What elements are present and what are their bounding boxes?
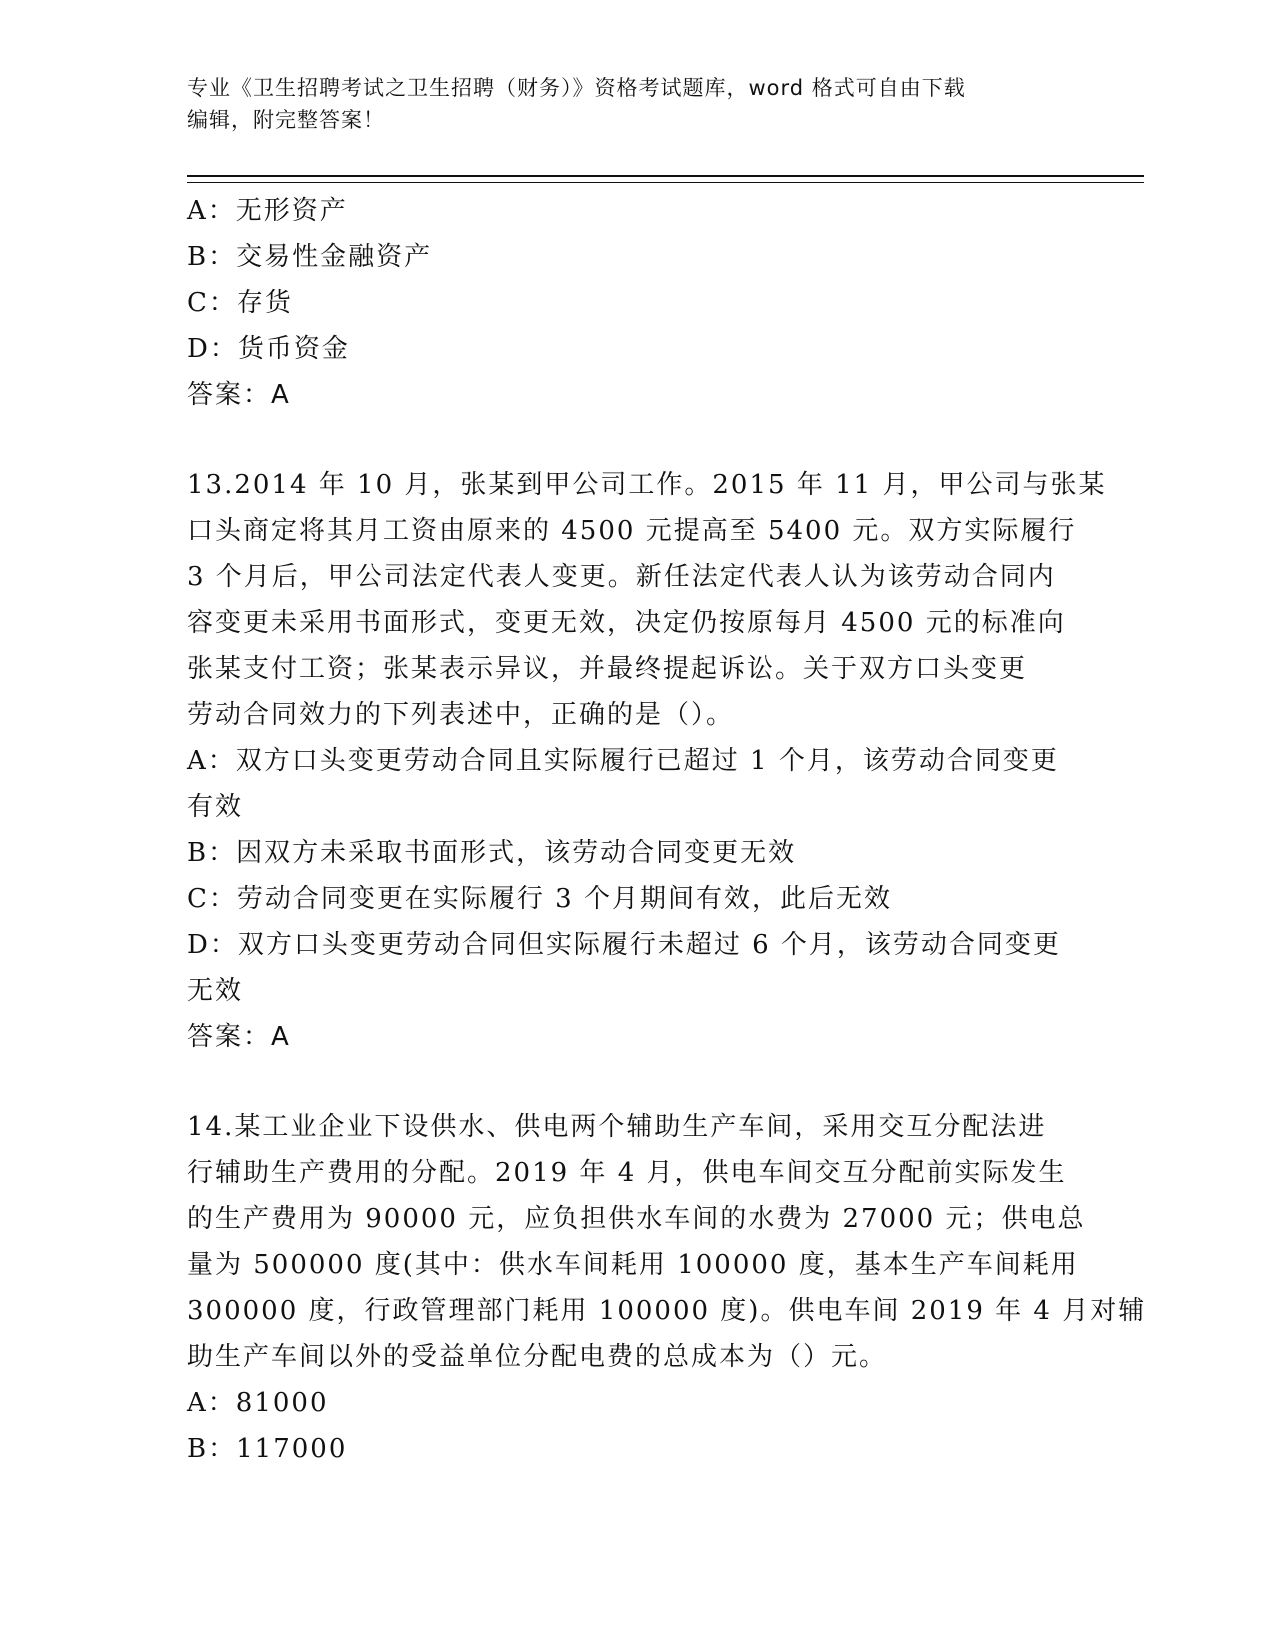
question-content xyxy=(187,188,1147,1472)
question-stem-line: 量为 500000 度(其中：供水车间耗用 100000 度，基本生产车间耗用 xyxy=(187,1250,1079,1280)
header-divider-thick xyxy=(187,175,1144,177)
question-stem-line: 的生产费用为 90000 元，应负担供水车间的水费为 27000 元；供电总 xyxy=(187,1204,1086,1234)
option-d: D：双方口头变更劳动合同但实际履行未超过 6 个月，该劳动合同变更 xyxy=(187,930,1061,960)
question-13-block xyxy=(187,462,1107,1060)
question-12-block xyxy=(187,188,1077,418)
option-c: C：存货 xyxy=(187,288,293,318)
question-stem-line: 14.某工业企业下设供水、供电两个辅助生产车间，采用交互分配法进 xyxy=(187,1112,1047,1142)
option-a: A：双方口头变更劳动合同且实际履行已超过 1 个月，该劳动合同变更 xyxy=(187,746,1059,776)
question-stem-line: 张某支付工资；张某表示异议，并最终提起诉讼。关于双方口头变更 xyxy=(187,654,1028,684)
option-d: D：货币资金 xyxy=(187,334,350,364)
answer-line: 答案：A xyxy=(187,380,291,410)
header-line-2: 编辑，附完整答案！ xyxy=(187,108,385,132)
question-stem-line: 容变更未采用书面形式，变更无效，决定仍按原每月 4500 元的标准向 xyxy=(187,608,1066,638)
option-b: B：因双方未采取书面形式，该劳动合同变更无效 xyxy=(187,838,797,868)
header-divider-thin xyxy=(187,182,1144,183)
question-stem-line: 300000 度，行政管理部门耗用 100000 度)。供电车间 2019 年 4 月对辅 xyxy=(187,1296,1147,1326)
header-line-1: 专业《卫生招聘考试之卫生招聘（财务）》资格考试题库，word 格式可自由下载 xyxy=(187,76,966,100)
spacer xyxy=(187,1060,1077,1104)
question-stem-line: 行辅助生产费用的分配。2019 年 4 月，供电车间交互分配前实际发生 xyxy=(187,1158,1067,1188)
option-a-continued: 有效 xyxy=(187,792,244,822)
question-stem-line: 3 个月后，甲公司法定代表人变更。新任法定代表人认为该劳动合同内 xyxy=(187,562,1056,592)
answer-line: 答案：A xyxy=(187,1022,291,1052)
question-stem-line: 13.2014 年 10 月，张某到甲公司工作。2015 年 11 月，甲公司与张某 xyxy=(187,470,1107,500)
spacer xyxy=(187,418,1077,462)
option-b: B：117000 xyxy=(187,1434,348,1464)
option-b: B：交易性金融资产 xyxy=(187,242,433,272)
option-d-continued: 无效 xyxy=(187,976,244,1006)
question-stem-line: 劳动合同效力的下列表述中，正确的是（）。 xyxy=(187,700,735,730)
document-header xyxy=(187,72,1087,136)
option-a: A：81000 xyxy=(187,1388,329,1418)
question-stem-line: 助生产车间以外的受益单位分配电费的总成本为（）元。 xyxy=(187,1342,888,1372)
option-c: C：劳动合同变更在实际履行 3 个月期间有效，此后无效 xyxy=(187,884,892,914)
option-a: A：无形资产 xyxy=(187,196,348,226)
question-14-block xyxy=(187,1104,1147,1472)
question-stem-line: 口头商定将其月工资由原来的 4500 元提高至 5400 元。双方实际履行 xyxy=(187,516,1077,546)
